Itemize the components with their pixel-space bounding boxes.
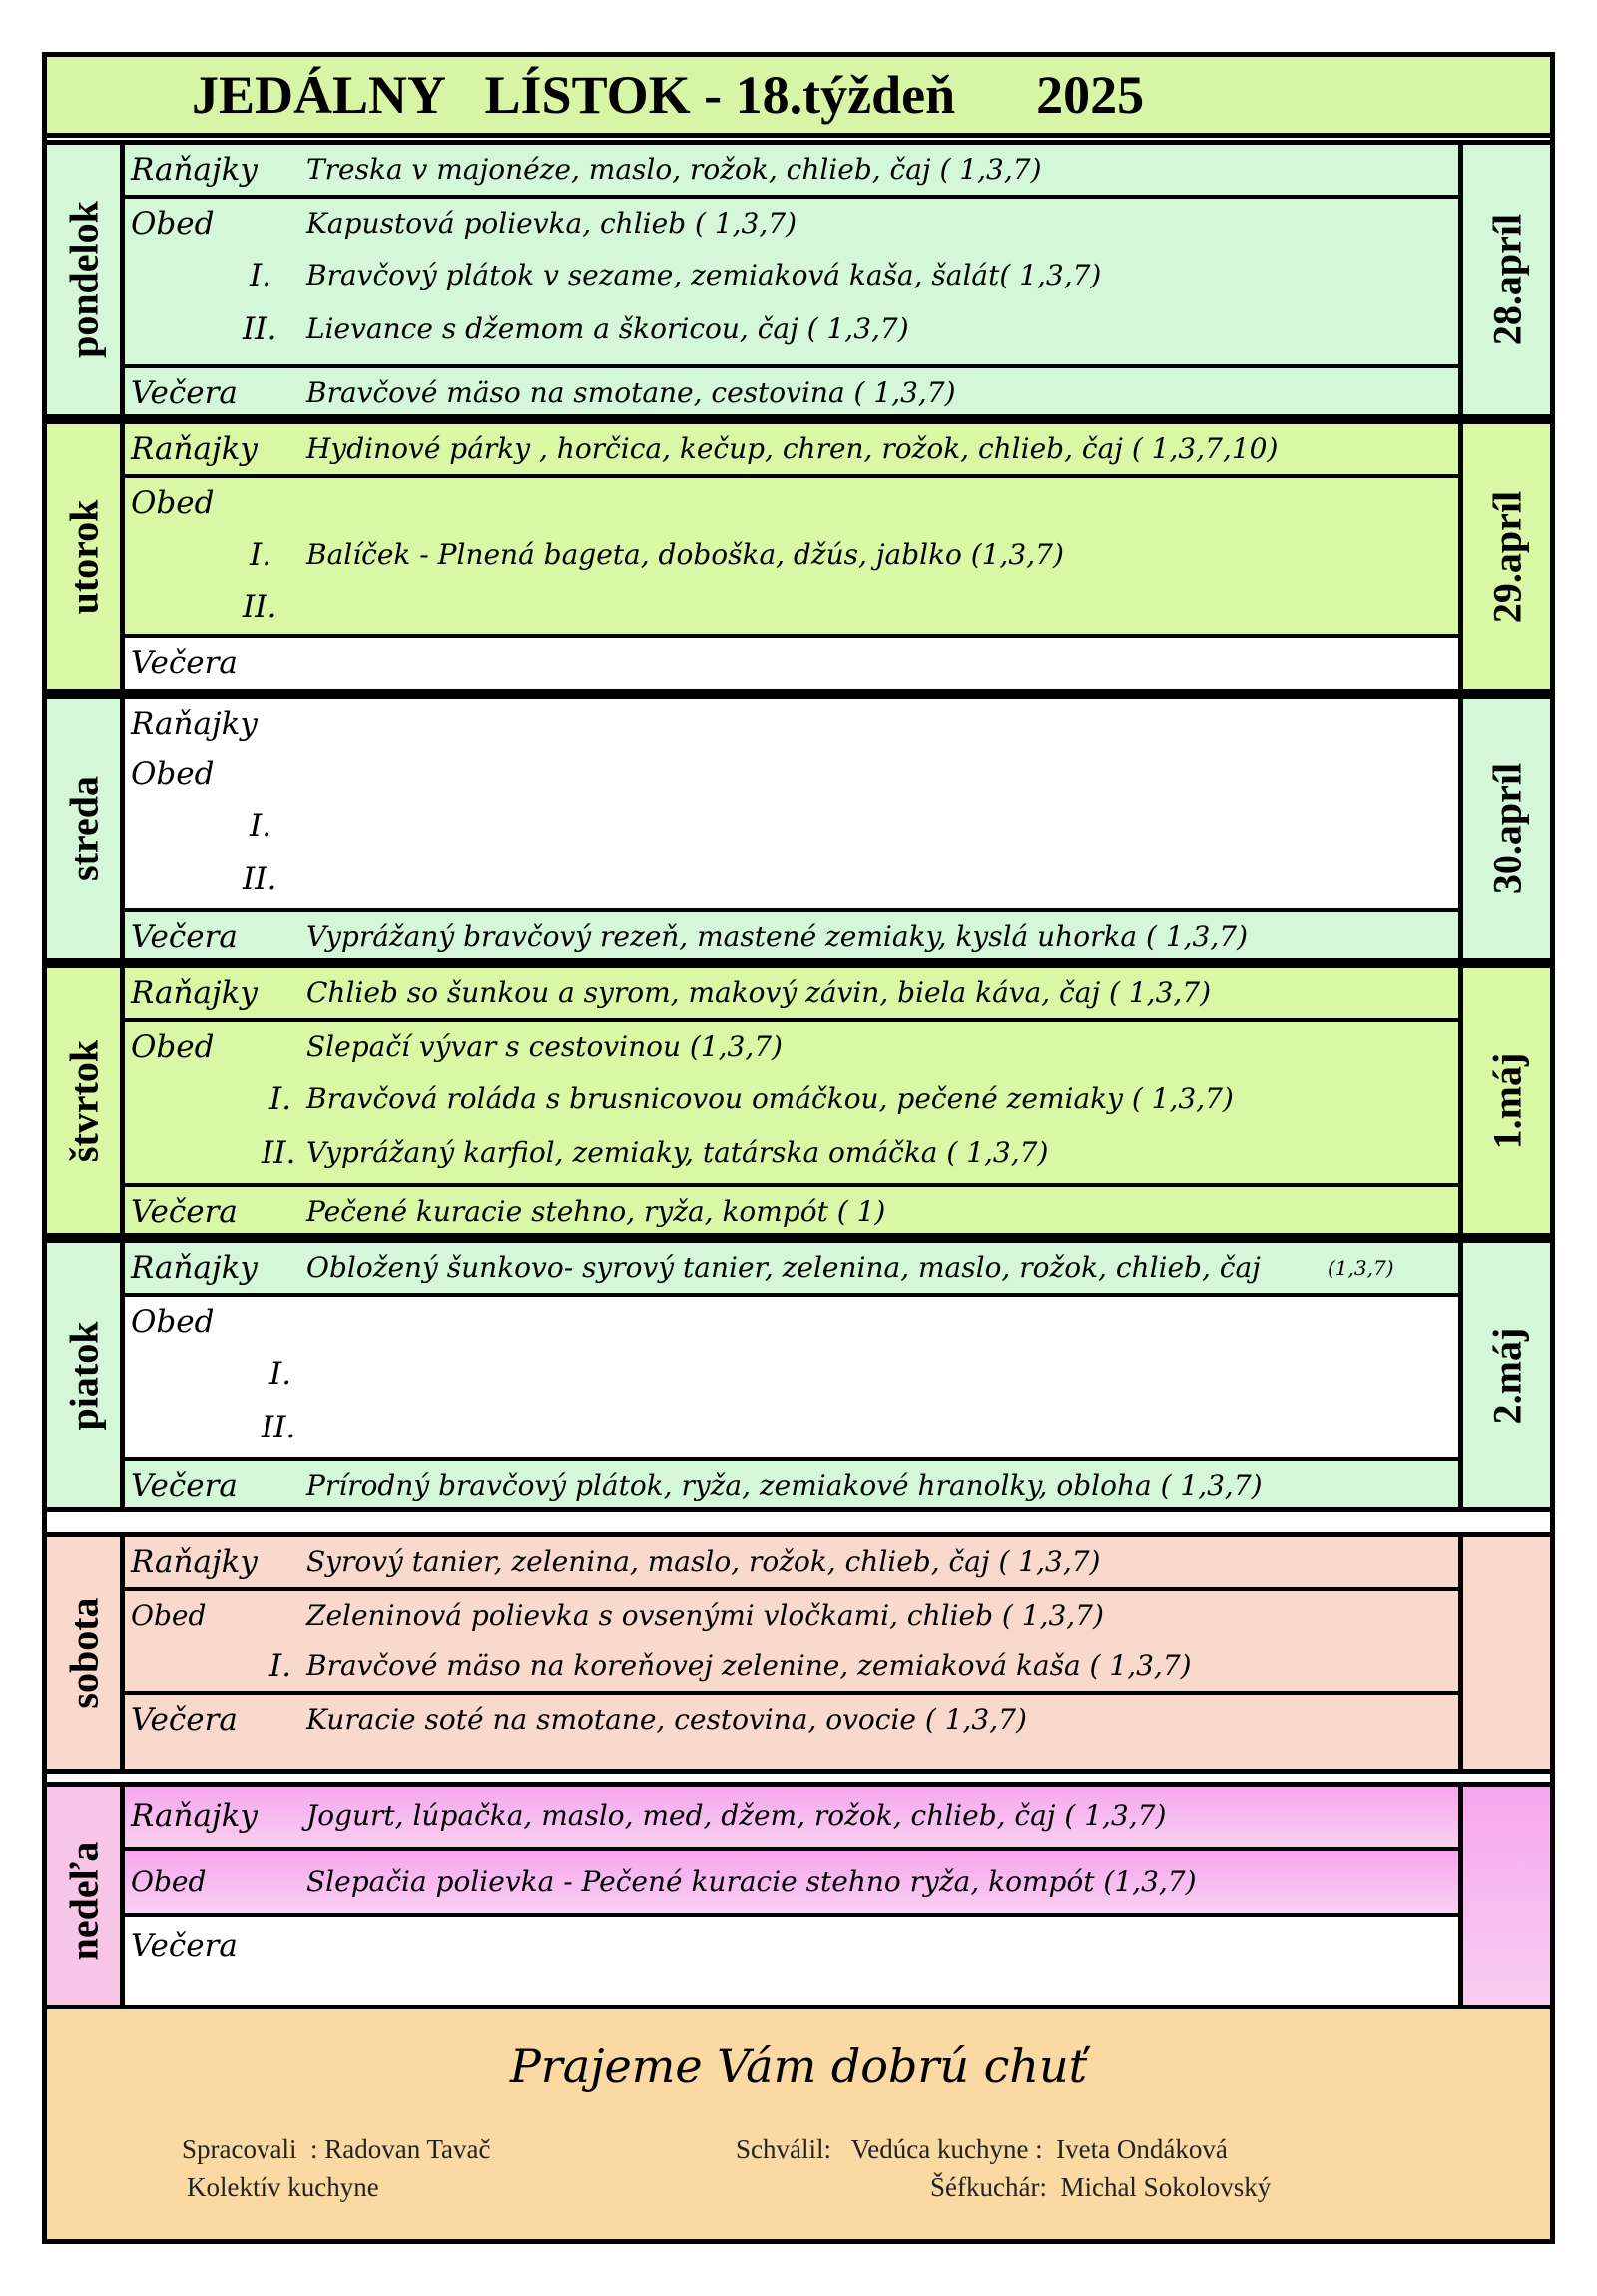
day-name: piatok [61,1321,106,1430]
breakfast-allergens: (1,3,7) [1328,1256,1394,1280]
soup-text: Kapustová polievka, chlieb ( 1,3,7) [306,207,798,240]
dinner-row [125,634,1458,689]
option-2-label: II. [243,589,277,625]
date-label: 1.máj [1484,1052,1529,1149]
option-2-label: II. [243,861,277,897]
day-name-cell [47,145,125,414]
menu-sheet [42,52,1555,2244]
date-cell [1458,699,1550,958]
breakfast-label: Raňajky [131,1798,258,1834]
dinner-label: Večera [131,645,238,681]
dinner-text: Bravčové mäso na smotane, cestovina ( 1,3,7) [306,376,956,409]
breakfast-label: Raňajky [131,1544,258,1580]
dinner-label: Večera [131,1194,238,1230]
option-1-label: I. [269,1356,292,1392]
option-1-text: Bravčové mäso na koreňovej zelenine, zemiaková kaša ( 1,3,7) [306,1649,1192,1682]
date-cell [1458,1787,1550,2014]
date-cell [1458,145,1550,414]
approved-by: Schválil: Vedúca kuchyne : Iveta Ondáková [736,2134,1228,2164]
lunch-row [125,1847,1458,1913]
dinner-row [125,1691,1458,1769]
day-friday [47,1238,1550,1512]
breakfast-row [125,424,1458,474]
breakfast-text: Jogurt, lúpačka, maslo, med, džem, rožok, chlieb, čaj ( 1,3,7) [306,1799,1167,1832]
breakfast-text: Treska v majonéze, maslo, rožok, chlieb, čaj ( 1,3,7) [306,153,1042,186]
dinner-text: Kuracie soté na smotane, cestovina, ovocie ( 1,3,7) [306,1703,1027,1736]
date-label: 2.máj [1484,1327,1529,1424]
lunch-row [125,474,1458,634]
option-2-label: II. [262,1410,296,1445]
lunch-label: Obed [131,485,215,521]
day-name-cell [47,1537,125,1769]
dinner-row [125,364,1458,414]
dinner-label: Večera [131,1702,238,1738]
day-name: streda [61,776,106,881]
dinner-label: Večera [131,919,238,955]
prepared-by: Spracovali : Radovan Tavač [182,2134,491,2164]
day-name: sobota [61,1597,106,1709]
breakfast-text: Chlieb so šunkou a syrom, makový závin, biela káva, čaj ( 1,3,7) [306,976,1212,1009]
day-name-cell [47,699,125,958]
day-monday [47,140,1550,419]
dinner-label: Večera [131,1928,238,1964]
breakfast-text: Hydinové párky , horčica, kečup, chren, rožok, chlieb, čaj ( 1,3,7,10) [306,432,1279,465]
lunch-label: Obed [131,756,215,792]
footer [47,2005,1550,2239]
lunch-row [125,1293,1458,1457]
date-label: 29.apríl [1484,490,1529,623]
option-2-text: Lievance s džemom a škoricou, čaj ( 1,3,7) [306,312,909,345]
day-thursday [47,963,1550,1238]
option-2-label: II. [262,1135,296,1171]
option-1-text: Bravčová roláda s brusnicovou omáčkou, pečené zemiaky ( 1,3,7) [306,1082,1234,1115]
date-cell [1458,424,1550,689]
day-name-cell [47,968,125,1233]
option-1-text: Bravčový plátok v sezame, zemiaková kaša, šalát( 1,3,7) [306,259,1102,291]
lunch-row [125,195,1458,364]
option-2-label: II. [243,311,277,347]
lunch-text: Slepačia polievka - Pečené kuracie stehno ryža, kompót (1,3,7) [306,1865,1197,1898]
day-name-cell [47,424,125,689]
day-tuesday [47,419,1550,694]
dinner-row [125,1913,1458,2014]
day-name-cell [47,1787,125,2014]
day-name: pondelok [61,201,106,358]
dinner-label: Večera [131,1468,238,1504]
day-sunday [47,1782,1550,2019]
breakfast-lunch-area [125,699,1458,908]
dinner-row [125,908,1458,958]
dinner-text: Pečené kuracie stehno, ryža, kompót ( 1) [306,1195,886,1228]
breakfast-text: Obložený šunkovo- syrový tanier, zelenina, maslo, rožok, chlieb, čaj [306,1251,1261,1284]
option-1-label: I. [250,808,272,844]
head-chef: Šéfkuchár: Michal Sokolovský [930,2172,1272,2202]
breakfast-text: Syrový tanier, zelenina, maslo, rožok, chlieb, čaj ( 1,3,7) [306,1545,1101,1578]
dinner-text: Prírodný bravčový plátok, ryža, zemiakové hranolky, obloha ( 1,3,7) [306,1469,1263,1502]
option-1-text: Balíček - Plnená bageta, doboška, džús, jablko (1,3,7) [306,538,1064,571]
lunch-row [125,1018,1458,1183]
dinner-row [125,1457,1458,1507]
lunch-label: Obed [131,1599,207,1632]
breakfast-label: Raňajky [131,706,258,742]
soup-text: Slepačí vývar s cestovinou (1,3,7) [306,1030,783,1063]
page-title: JEDÁLNY LÍSTOK - 18.týždeň 2025 [47,57,1550,138]
footer-wish: Prajeme Vám dobrú chuť [509,2039,1088,2093]
breakfast-row [125,1243,1458,1293]
lunch-label: Obed [131,1029,215,1065]
option-2-text: Vyprážaný karfiol, zemiaky, tatárska omáčka ( 1,3,7) [306,1136,1049,1169]
lunch-label: Obed [131,1304,215,1340]
option-1-label: I. [250,537,272,573]
day-name: nedeľa [61,1841,106,1961]
breakfast-label: Raňajky [131,152,258,188]
breakfast-label: Raňajky [131,1250,258,1286]
dinner-text: Vyprážaný bravčový rezeň, mastené zemiaky, kyslá uhorka ( 1,3,7) [306,920,1249,953]
day-wednesday [47,694,1550,963]
date-label: 30.apríl [1484,762,1529,895]
lunch-label: Obed [131,1865,207,1898]
option-1-label: I. [269,1081,292,1117]
day-name-cell [47,1243,125,1507]
day-name: štvrtok [61,1039,106,1162]
breakfast-row [125,145,1458,195]
breakfast-row [125,968,1458,1018]
date-cell [1458,968,1550,1233]
date-label: 28.apríl [1484,213,1529,346]
breakfast-row [125,1537,1458,1587]
day-name: utorok [61,499,106,614]
lunch-row [125,1587,1458,1691]
date-cell [1458,1537,1550,1769]
option-1-label: I. [269,1648,292,1684]
option-1-label: I. [250,258,272,293]
kitchen-team: Kolektív kuchyne [187,2172,379,2202]
breakfast-label: Raňajky [131,975,258,1011]
date-cell [1458,1243,1550,1507]
breakfast-row [125,1787,1458,1847]
lunch-label: Obed [131,206,215,242]
day-saturday [47,1532,1550,1774]
breakfast-label: Raňajky [131,431,258,467]
dinner-row [125,1183,1458,1233]
soup-text: Zeleninová polievka s ovsenými vločkami, chlieb ( 1,3,7) [306,1599,1104,1632]
dinner-label: Večera [131,375,238,411]
